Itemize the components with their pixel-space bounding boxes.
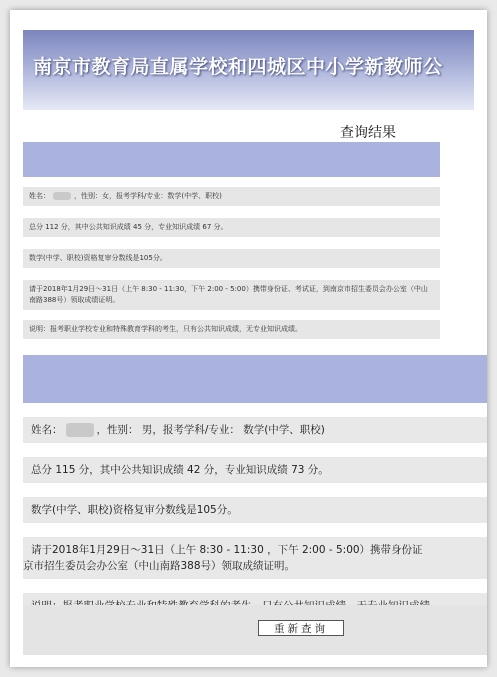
panel-header-band	[23, 355, 487, 403]
result-row-score: 总分 115 分，其中公共知识成绩 42 分，专业知识成绩 73 分。	[23, 457, 487, 483]
redacted-name-mask	[66, 423, 94, 437]
requery-button[interactable]: 重新查询	[258, 620, 344, 636]
instructions-line-1: 请于2018年1月29日～31日（上午 8:30 - 11:30 ，下午 2:00 - 5:00）携带身份证	[31, 544, 423, 556]
site-banner	[23, 30, 474, 110]
result-row-instructions	[23, 537, 487, 579]
name-label: 姓名：	[31, 424, 63, 436]
result-row-cutoff: 数学(中学、职校)资格复审分数线是105分。	[23, 497, 487, 523]
gender-subject: ，性别：女，报考学科/专业：数学(中学、职校)	[74, 192, 222, 200]
instructions-line-2: 京市招生委员会办公室（中山南路388号）领取成绩证明。	[23, 560, 296, 572]
result-panel-small	[23, 142, 440, 342]
result-row-name	[23, 187, 440, 206]
panel-header-band	[23, 142, 440, 177]
banner-title: 南京市教育局直属学校和四城区中小学新教师公	[33, 56, 443, 78]
result-row-score: 总分 112 分，其中公共知识成绩 45 分，专业知识成绩 67 分。	[23, 218, 440, 237]
name-label: 姓名：	[29, 192, 50, 200]
result-row-name	[23, 417, 487, 443]
button-area	[23, 605, 487, 655]
result-row-instructions: 请于2018年1月29日～31日（上午 8:30 - 11:30，下午 2:00 - 5:00）携带身份证、考试证，到南京市招生委员会办公室（中山南路388号）领取成绩证明。	[23, 280, 440, 310]
redacted-name-mask	[53, 192, 71, 200]
gender-subject: ，性别： 男，报考学科/专业： 数学(中学、职校)	[96, 424, 325, 436]
screenshot-frame	[10, 10, 487, 667]
result-row-cutoff: 数学(中学、职校)资格复审分数线是105分。	[23, 249, 440, 268]
result-panel-large	[23, 355, 487, 655]
page-title: 查询结果	[340, 125, 396, 141]
result-row-note: 说明：报考职业学校专业和特殊教育学科的考生，只有公共知识成绩，无专业知识成绩。	[23, 320, 440, 339]
